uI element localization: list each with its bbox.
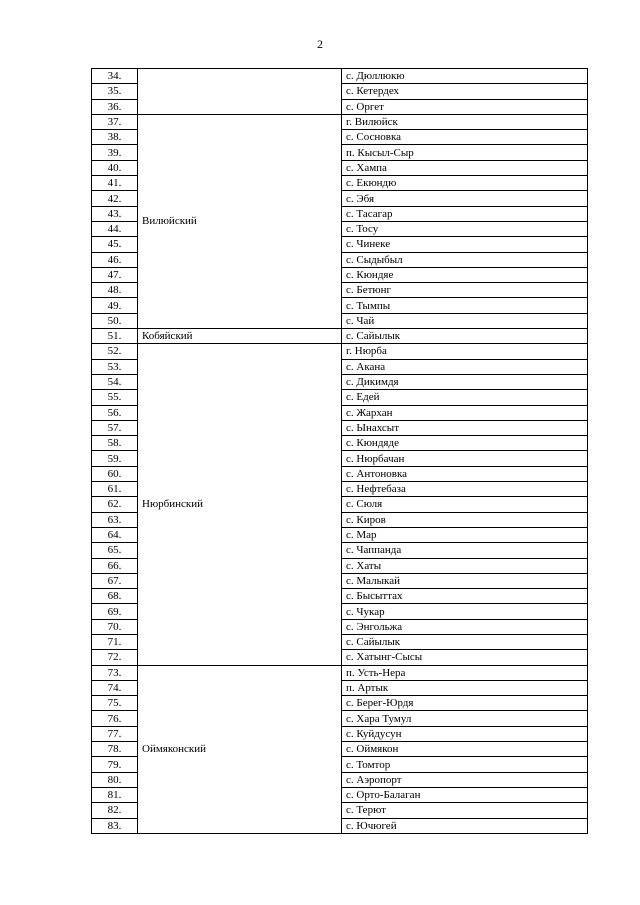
settlements-table — [91, 68, 588, 834]
row-number: 81. — [92, 787, 138, 802]
row-number: 48. — [92, 283, 138, 298]
row-number: 43. — [92, 206, 138, 221]
settlement-name: с. Чай — [342, 313, 588, 328]
table-row — [92, 665, 588, 680]
row-number: 42. — [92, 191, 138, 206]
settlement-name: с. Терют — [342, 803, 588, 818]
row-number: 64. — [92, 527, 138, 542]
row-number: 72. — [92, 650, 138, 665]
row-number: 61. — [92, 482, 138, 497]
settlement-name: с. Сосновка — [342, 130, 588, 145]
settlement-name: с. Екюндю — [342, 176, 588, 191]
settlement-name: с. Ючюгей — [342, 818, 588, 833]
settlement-name: г. Вилюйск — [342, 114, 588, 129]
settlement-name: п. Усть-Нера — [342, 665, 588, 680]
row-number: 62. — [92, 497, 138, 512]
row-number: 38. — [92, 130, 138, 145]
row-number: 73. — [92, 665, 138, 680]
table-row — [92, 329, 588, 344]
row-number: 52. — [92, 344, 138, 359]
settlement-name: с. Нефтебаза — [342, 482, 588, 497]
settlement-name: с. Хаты — [342, 558, 588, 573]
settlement-name: с. Чинеке — [342, 237, 588, 252]
settlement-name: с. Мар — [342, 527, 588, 542]
row-number: 58. — [92, 436, 138, 451]
row-number: 40. — [92, 160, 138, 175]
row-number: 34. — [92, 69, 138, 84]
table-row — [92, 69, 588, 84]
row-number: 41. — [92, 176, 138, 191]
district-name — [138, 69, 342, 115]
row-number: 66. — [92, 558, 138, 573]
row-number: 44. — [92, 221, 138, 236]
settlement-name: с. Чаппанда — [342, 543, 588, 558]
settlement-name: с. Нюрбачан — [342, 451, 588, 466]
settlement-name: с. Кюндяе — [342, 267, 588, 282]
settlement-name: с. Оймякон — [342, 742, 588, 757]
settlement-name: с. Сюля — [342, 497, 588, 512]
settlement-name: с. Оргет — [342, 99, 588, 114]
settlement-name: с. Бысыттах — [342, 589, 588, 604]
district-name: Кобяйский — [138, 329, 342, 344]
settlement-name: с. Орто-Балаган — [342, 787, 588, 802]
table-row — [92, 114, 588, 129]
row-number: 74. — [92, 680, 138, 695]
row-number: 77. — [92, 726, 138, 741]
row-number: 35. — [92, 84, 138, 99]
settlement-name: с. Хампа — [342, 160, 588, 175]
settlement-name: с. Энгольжа — [342, 619, 588, 634]
row-number: 51. — [92, 329, 138, 344]
settlement-name: с. Сыдыбыл — [342, 252, 588, 267]
settlement-name: с. Тымпы — [342, 298, 588, 313]
district-name: Вилюйский — [138, 114, 342, 328]
settlement-name: с. Чукар — [342, 604, 588, 619]
row-number: 57. — [92, 420, 138, 435]
row-number: 50. — [92, 313, 138, 328]
settlement-name: с. Дикимдя — [342, 374, 588, 389]
row-number: 65. — [92, 543, 138, 558]
settlement-name: с. Сайылык — [342, 634, 588, 649]
row-number: 59. — [92, 451, 138, 466]
settlement-name: с. Эбя — [342, 191, 588, 206]
row-number: 53. — [92, 359, 138, 374]
settlement-name: с. Бетюнг — [342, 283, 588, 298]
settlement-name: с. Жархан — [342, 405, 588, 420]
table-row — [92, 344, 588, 359]
row-number: 63. — [92, 512, 138, 527]
row-number: 82. — [92, 803, 138, 818]
settlement-name: с. Малыкай — [342, 573, 588, 588]
settlement-name: с. Тосу — [342, 221, 588, 236]
row-number: 67. — [92, 573, 138, 588]
settlement-name: с. Куйдусун — [342, 726, 588, 741]
row-number: 83. — [92, 818, 138, 833]
row-number: 80. — [92, 772, 138, 787]
row-number: 79. — [92, 757, 138, 772]
row-number: 78. — [92, 742, 138, 757]
settlement-name: с. Акана — [342, 359, 588, 374]
row-number: 36. — [92, 99, 138, 114]
row-number: 70. — [92, 619, 138, 634]
settlement-name: с. Дюллюкю — [342, 69, 588, 84]
row-number: 69. — [92, 604, 138, 619]
settlement-name: с. Томтор — [342, 757, 588, 772]
row-number: 68. — [92, 589, 138, 604]
settlement-name: с. Едей — [342, 390, 588, 405]
settlement-name: с. Хара Тумул — [342, 711, 588, 726]
row-number: 76. — [92, 711, 138, 726]
page-number: 2 — [317, 37, 323, 51]
row-number: 75. — [92, 696, 138, 711]
row-number: 56. — [92, 405, 138, 420]
settlement-name: с. Аэропорт — [342, 772, 588, 787]
row-number: 49. — [92, 298, 138, 313]
row-number: 37. — [92, 114, 138, 129]
settlement-name: с. Сайылык — [342, 329, 588, 344]
settlement-name: с. Кюндяде — [342, 436, 588, 451]
settlement-name: с. Антоновка — [342, 466, 588, 481]
settlement-name: с. Кетердех — [342, 84, 588, 99]
row-number: 45. — [92, 237, 138, 252]
district-name: Оймяконский — [138, 665, 342, 833]
settlement-name: п. Артык — [342, 680, 588, 695]
row-number: 47. — [92, 267, 138, 282]
row-number: 46. — [92, 252, 138, 267]
settlement-name: с. Тасагар — [342, 206, 588, 221]
settlement-name: с. Берег-Юрдя — [342, 696, 588, 711]
row-number: 54. — [92, 374, 138, 389]
row-number: 39. — [92, 145, 138, 160]
settlement-name: с. Хатынг-Сысы — [342, 650, 588, 665]
settlement-name: с. Ынахсыт — [342, 420, 588, 435]
settlement-name: г. Нюрба — [342, 344, 588, 359]
settlement-name: п. Кысыл-Сыр — [342, 145, 588, 160]
district-name: Нюрбинский — [138, 344, 342, 665]
settlement-name: с. Киров — [342, 512, 588, 527]
row-number: 71. — [92, 634, 138, 649]
row-number: 55. — [92, 390, 138, 405]
row-number: 60. — [92, 466, 138, 481]
